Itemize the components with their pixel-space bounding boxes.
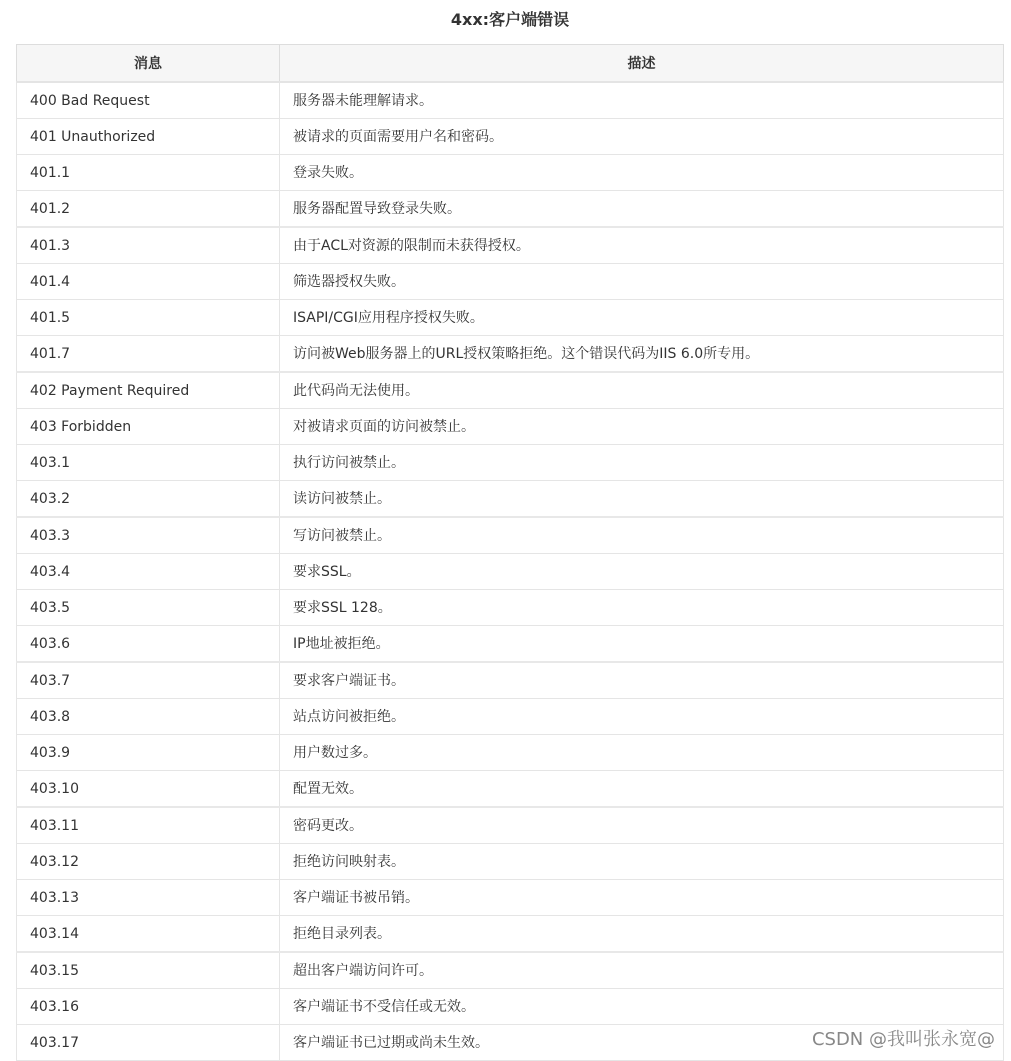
status-code-cell: 401.7 <box>17 336 280 373</box>
table-row <box>17 590 1004 626</box>
status-description-cell: 服务器配置导致登录失败。 <box>280 191 1004 228</box>
status-description-cell: 服务器未能理解请求。 <box>280 82 1004 119</box>
table-row <box>17 554 1004 590</box>
header-message: 消息 <box>17 45 280 83</box>
table-row <box>17 844 1004 880</box>
table-row <box>17 735 1004 771</box>
status-description-cell: IP地址被拒绝。 <box>280 626 1004 663</box>
table-row <box>17 119 1004 155</box>
status-code-cell: 403.11 <box>17 807 280 844</box>
status-code-cell: 403.8 <box>17 699 280 735</box>
status-code-cell: 403.9 <box>17 735 280 771</box>
table-row <box>17 989 1004 1025</box>
status-code-cell: 403.14 <box>17 916 280 953</box>
status-description-cell: 客户端证书已过期或尚未生效。 <box>280 1025 1004 1061</box>
table-row <box>17 517 1004 554</box>
status-code-table-container <box>16 44 1003 1061</box>
status-description-cell: 拒绝访问映射表。 <box>280 844 1004 880</box>
status-code-cell: 403.2 <box>17 481 280 518</box>
status-description-cell: 密码更改。 <box>280 807 1004 844</box>
status-code-cell: 403.4 <box>17 554 280 590</box>
status-description-cell: 要求SSL 128。 <box>280 590 1004 626</box>
status-code-cell: 403.10 <box>17 771 280 808</box>
status-description-cell: 写访问被禁止。 <box>280 517 1004 554</box>
status-description-cell: 要求客户端证书。 <box>280 662 1004 699</box>
status-code-cell: 403.12 <box>17 844 280 880</box>
status-code-cell: 401.5 <box>17 300 280 336</box>
status-code-cell: 401.4 <box>17 264 280 300</box>
status-code-cell: 402 Payment Required <box>17 372 280 409</box>
status-code-cell: 401.3 <box>17 227 280 264</box>
status-code-cell: 403.16 <box>17 989 280 1025</box>
status-description-cell: 配置无效。 <box>280 771 1004 808</box>
status-code-cell: 401.2 <box>17 191 280 228</box>
status-description-cell: 访问被Web服务器上的URL授权策略拒绝。这个错误代码为IIS 6.0所专用。 <box>280 336 1004 373</box>
status-description-cell: 拒绝目录列表。 <box>280 916 1004 953</box>
status-description-cell: 用户数过多。 <box>280 735 1004 771</box>
status-description-cell: 由于ACL对资源的限制而未获得授权。 <box>280 227 1004 264</box>
table-row <box>17 336 1004 373</box>
table-row <box>17 807 1004 844</box>
table-row <box>17 445 1004 481</box>
status-code-cell: 403.5 <box>17 590 280 626</box>
table-row <box>17 626 1004 663</box>
page-title: 4xx:客户端错误 <box>450 10 570 29</box>
table-row <box>17 155 1004 191</box>
status-description-cell: 被请求的页面需要用户名和密码。 <box>280 119 1004 155</box>
status-code-cell: 401.1 <box>17 155 280 191</box>
status-description-cell: 客户端证书被吊销。 <box>280 880 1004 916</box>
status-description-cell: 执行访问被禁止。 <box>280 445 1004 481</box>
watermark: CSDN @我叫张永宽@ <box>811 1029 995 1050</box>
status-description-cell: 对被请求页面的访问被禁止。 <box>280 409 1004 445</box>
table-row <box>17 880 1004 916</box>
table-row <box>17 372 1004 409</box>
status-code-cell: 401 Unauthorized <box>17 119 280 155</box>
table-row <box>17 227 1004 264</box>
table-header-row <box>17 45 1004 83</box>
status-code-cell: 403.7 <box>17 662 280 699</box>
status-description-cell: 站点访问被拒绝。 <box>280 699 1004 735</box>
status-code-cell: 403.3 <box>17 517 280 554</box>
table-row <box>17 916 1004 953</box>
status-code-cell: 403.13 <box>17 880 280 916</box>
status-code-cell: 403.6 <box>17 626 280 663</box>
status-code-cell: 403 Forbidden <box>17 409 280 445</box>
header-description: 描述 <box>280 45 1004 83</box>
table-row <box>17 300 1004 336</box>
status-code-table <box>16 44 1004 1061</box>
status-description-cell: 客户端证书不受信任或无效。 <box>280 989 1004 1025</box>
status-code-cell: 403.1 <box>17 445 280 481</box>
status-description-cell: 要求SSL。 <box>280 554 1004 590</box>
status-code-cell: 400 Bad Request <box>17 82 280 119</box>
table-row <box>17 952 1004 989</box>
status-description-cell: 超出客户端访问许可。 <box>280 952 1004 989</box>
table-row <box>17 264 1004 300</box>
table-row <box>17 82 1004 119</box>
status-description-cell: ISAPI/CGI应用程序授权失败。 <box>280 300 1004 336</box>
table-body <box>17 82 1004 1061</box>
status-description-cell: 读访问被禁止。 <box>280 481 1004 518</box>
table-row <box>17 771 1004 808</box>
status-code-cell: 403.17 <box>17 1025 280 1061</box>
table-row <box>17 662 1004 699</box>
table-row <box>17 191 1004 228</box>
status-code-cell: 403.15 <box>17 952 280 989</box>
status-description-cell: 筛选器授权失败。 <box>280 264 1004 300</box>
table-row <box>17 481 1004 518</box>
status-description-cell: 登录失败。 <box>280 155 1004 191</box>
table-row <box>17 699 1004 735</box>
status-description-cell: 此代码尚无法使用。 <box>280 372 1004 409</box>
table-row <box>17 409 1004 445</box>
